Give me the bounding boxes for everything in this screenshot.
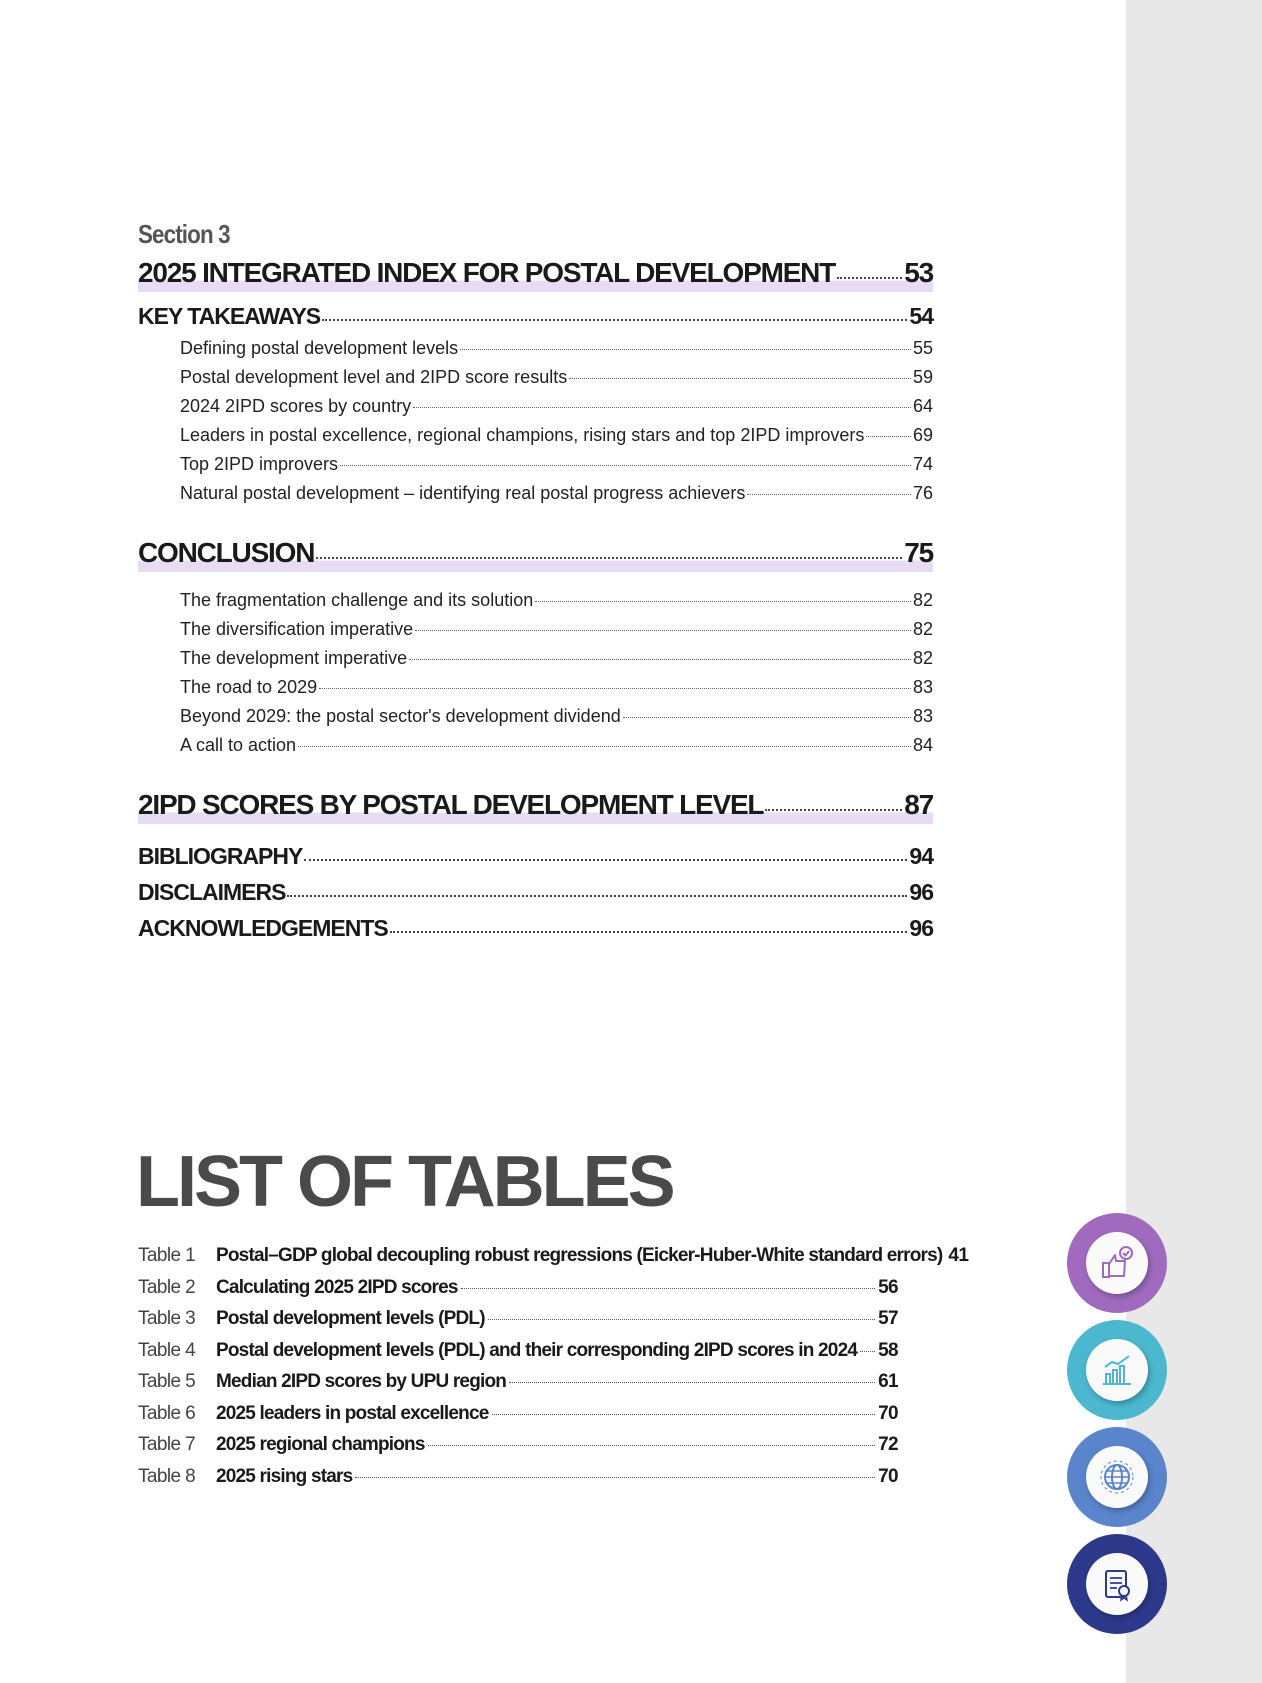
toc-subentry[interactable]: Beyond 2029: the postal sector's development dividend 83 — [180, 706, 933, 726]
growth-chart-icon — [1097, 1350, 1137, 1390]
toc-subentry[interactable]: 2024 2IPD scores by country 64 — [180, 396, 933, 416]
section-label: Section 3 — [138, 219, 230, 249]
toc-subentry[interactable]: Defining postal development levels 55 — [180, 338, 933, 358]
toc-subentry[interactable]: The road to 2029 83 — [180, 677, 933, 697]
table-entry[interactable]: Table 8 2025 rising stars 70 — [138, 1465, 898, 1487]
toc-entry-integrated-index[interactable]: 2025 INTEGRATED INDEX FOR POSTAL DEVELOPMENT 53 — [138, 254, 933, 292]
section-badge-globe[interactable] — [1067, 1427, 1167, 1527]
certificate-icon — [1097, 1564, 1137, 1604]
toc-subentry[interactable]: The fragmentation challenge and its solution 82 — [180, 590, 933, 610]
table-of-contents — [138, 218, 933, 946]
toc-entry-2ipd-scores[interactable]: 2IPD SCORES BY POSTAL DEVELOPMENT LEVEL 87 — [138, 786, 933, 824]
section-badge-certificate[interactable] — [1067, 1534, 1167, 1634]
table-entry[interactable]: Table 2 Calculating 2025 2IPD scores 56 — [138, 1276, 898, 1298]
table-entry[interactable]: Table 7 2025 regional champions 72 — [138, 1434, 898, 1455]
toc-entry-bibliography[interactable]: BIBLIOGRAPHY 94 — [138, 843, 933, 869]
toc-subentry[interactable]: A call to action 84 — [180, 735, 933, 755]
list-of-tables-title: LIST OF TABLES — [136, 1142, 673, 1222]
list-of-tables — [138, 1240, 969, 1492]
toc-subentry[interactable]: Leaders in postal excellence, regional champions, rising stars and top 2IPD improvers 69 — [180, 425, 933, 445]
table-entry[interactable]: Table 4 Postal development levels (PDL) and their corresponding 2IPD scores in 2024 58 — [138, 1339, 898, 1361]
toc-entry-acknowledgements[interactable]: ACKNOWLEDGEMENTS 96 — [138, 915, 933, 941]
toc-subentry[interactable]: Top 2IPD improvers 74 — [180, 454, 933, 474]
toc-subentry[interactable]: The diversification imperative 82 — [180, 619, 933, 639]
section-badge-growth-chart[interactable] — [1067, 1320, 1167, 1420]
toc-subentry[interactable]: The development imperative 82 — [180, 648, 933, 668]
dot-leader — [316, 557, 902, 559]
dot-leader — [837, 277, 902, 279]
table-entry[interactable]: Table 3 Postal development levels (PDL) 57 — [138, 1308, 898, 1329]
side-panel — [1126, 0, 1262, 1683]
dot-leader — [322, 319, 907, 321]
table-entry[interactable]: Table 5 Median 2IPD scores by UPU region 61 — [138, 1371, 898, 1392]
toc-entry-key-takeaways[interactable]: KEY TAKEAWAYS 54 — [138, 303, 933, 329]
globe-icon — [1097, 1457, 1137, 1497]
table-entry[interactable]: Table 1 Postal–GDP global decoupling robust regressions (Eicker-Huber-White standard errors) 41 — [138, 1245, 969, 1266]
thumbs-up-check-icon — [1097, 1243, 1137, 1283]
toc-subentry[interactable]: Natural postal development – identifying real postal progress achievers 76 — [180, 483, 933, 503]
toc-entry-conclusion[interactable]: CONCLUSION 75 — [138, 534, 933, 572]
toc-entry-disclaimers[interactable]: DISCLAIMERS 96 — [138, 879, 933, 905]
table-entry[interactable]: Table 6 2025 leaders in postal excellence 70 — [138, 1402, 898, 1424]
toc-subentry[interactable]: Postal development level and 2IPD score results 59 — [180, 367, 933, 387]
dot-leader — [765, 809, 902, 811]
section-badge-thumbs-up[interactable] — [1067, 1213, 1167, 1313]
